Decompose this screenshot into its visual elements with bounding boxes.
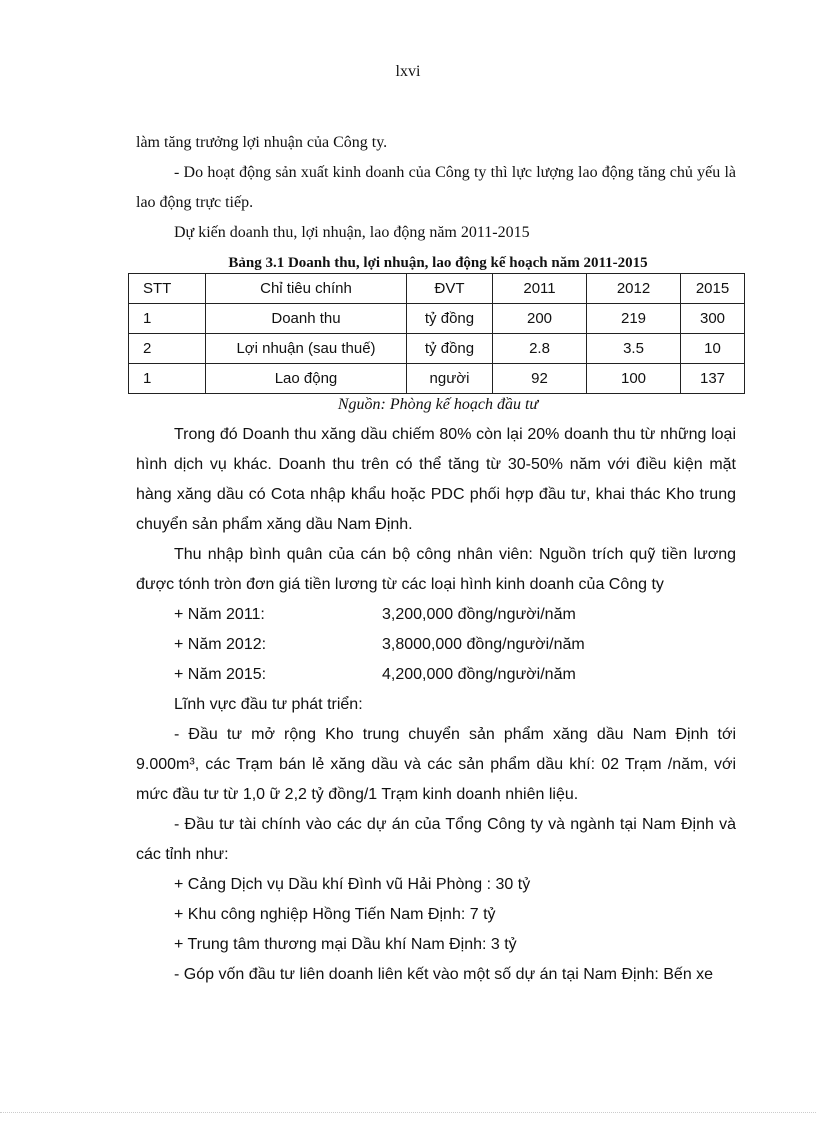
table-header-cell: 2012 [587, 274, 681, 304]
table-cell: 92 [493, 364, 587, 394]
table-row [129, 304, 745, 334]
page-number: lxvi [395, 63, 421, 80]
plan-table [128, 273, 745, 394]
paragraph: - Góp vốn đầu tư liên doanh liên kết vào một số dự án tại Nam Định: Bến xe [174, 966, 714, 983]
table-cell: tỷ đồng [407, 334, 493, 364]
table-cell: 200 [493, 304, 587, 334]
income-value: 4,200,000 đồng/người/năm [382, 666, 576, 683]
income-year-label: + Năm 2015: [174, 666, 267, 683]
table-source: Nguồn: Phòng kế hoạch đầu tư [337, 396, 539, 413]
table-row [129, 364, 745, 394]
table-cell: 1 [129, 304, 206, 334]
table-cell: 2 [129, 334, 206, 364]
table-cell: Lợi nhuận (sau thuế) [206, 334, 407, 364]
table-cell: 300 [681, 304, 745, 334]
table-cell: 219 [587, 304, 681, 334]
table-header-row [129, 274, 745, 304]
table-cell: Doanh thu [206, 304, 407, 334]
income-year-label: + Năm 2012: [174, 636, 267, 653]
income-value: 3,200,000 đồng/người/năm [382, 606, 576, 623]
paragraph: Thu nhập bình quân của cán bộ công nhân viên: Nguồn trích quỹ tiền lương được tónh tròn đơn giá tiền lương từ các loại hình kinh doanh của Công ty [136, 546, 736, 593]
paragraph: Lĩnh vực đầu tư phát triển: [174, 696, 363, 713]
page-bottom-divider [0, 1112, 816, 1113]
paragraph: + Trung tâm thương mại Dầu khí Nam Định: 3 tỷ [174, 936, 517, 953]
table-header-cell: Chỉ tiêu chính [206, 274, 407, 304]
income-line [136, 660, 736, 690]
paragraph: làm tăng trưởng lợi nhuận của Công ty. [136, 134, 388, 151]
table-cell: tỷ đồng [407, 304, 493, 334]
income-line [136, 600, 736, 630]
table-cell: 100 [587, 364, 681, 394]
table-header-cell: ĐVT [407, 274, 493, 304]
paragraph: + Cảng Dịch vụ Dầu khí Đình vũ Hải Phòng : 30 tỷ [174, 876, 531, 893]
table-cell: 2.8 [493, 334, 587, 364]
table-cell: 1 [129, 364, 206, 394]
table-header-cell: 2015 [681, 274, 745, 304]
paragraph: + Khu công nghiệp Hồng Tiến Nam Định: 7 tỷ [174, 906, 496, 923]
table-cell: 137 [681, 364, 745, 394]
table-row [129, 334, 745, 364]
table-header-cell: 2011 [493, 274, 587, 304]
paragraph: - Do hoạt động sản xuất kinh doanh của Công ty thì lực lượng lao động tăng chủ yếu là lao động trực tiếp. [136, 164, 736, 211]
table-cell: 10 [681, 334, 745, 364]
income-value: 3,8000,000 đồng/người/năm [382, 636, 585, 653]
table-cell: người [407, 364, 493, 394]
table-caption: Bảng 3.1 Doanh thu, lợi nhuận, lao động kế hoạch năm 2011-2015 [228, 255, 648, 271]
paragraph: Dự kiến doanh thu, lợi nhuận, lao động năm 2011-2015 [174, 224, 530, 241]
table-cell: 3.5 [587, 334, 681, 364]
income-year-label: + Năm 2011: [174, 606, 265, 623]
document-body [136, 128, 736, 990]
paragraph: - Đầu tư tài chính vào các dự án của Tổng Công ty và ngành tại Nam Định và các tỉnh như: [136, 816, 736, 863]
table-cell: Lao động [206, 364, 407, 394]
income-line [136, 630, 736, 660]
paragraph: - Đầu tư mở rộng Kho trung chuyển sản phẩm xăng dầu Nam Định tới 9.000m³, các Trạm bán lẻ xăng dầu và các sản phẩm dầu khí: 02 Trạm /năm, với mức đầu tư từ 1,0 ữ 2,2 tỷ đồng/1 Trạm kinh doanh nhiên liệu. [136, 726, 736, 803]
table-header-cell: STT [129, 274, 206, 304]
paragraph: Trong đó Doanh thu xăng dầu chiếm 80% còn lại 20% doanh thu từ những loại hình dịch vụ khác. Doanh thu trên có thể tăng từ 30-50% năm với điều kiện mặt hàng xăng dầu có Cota nhập khẩu hoặc PDC phối hợp đầu tư, khai thác Kho trung chuyển sản phẩm xăng dầu Nam Định. [136, 426, 736, 533]
